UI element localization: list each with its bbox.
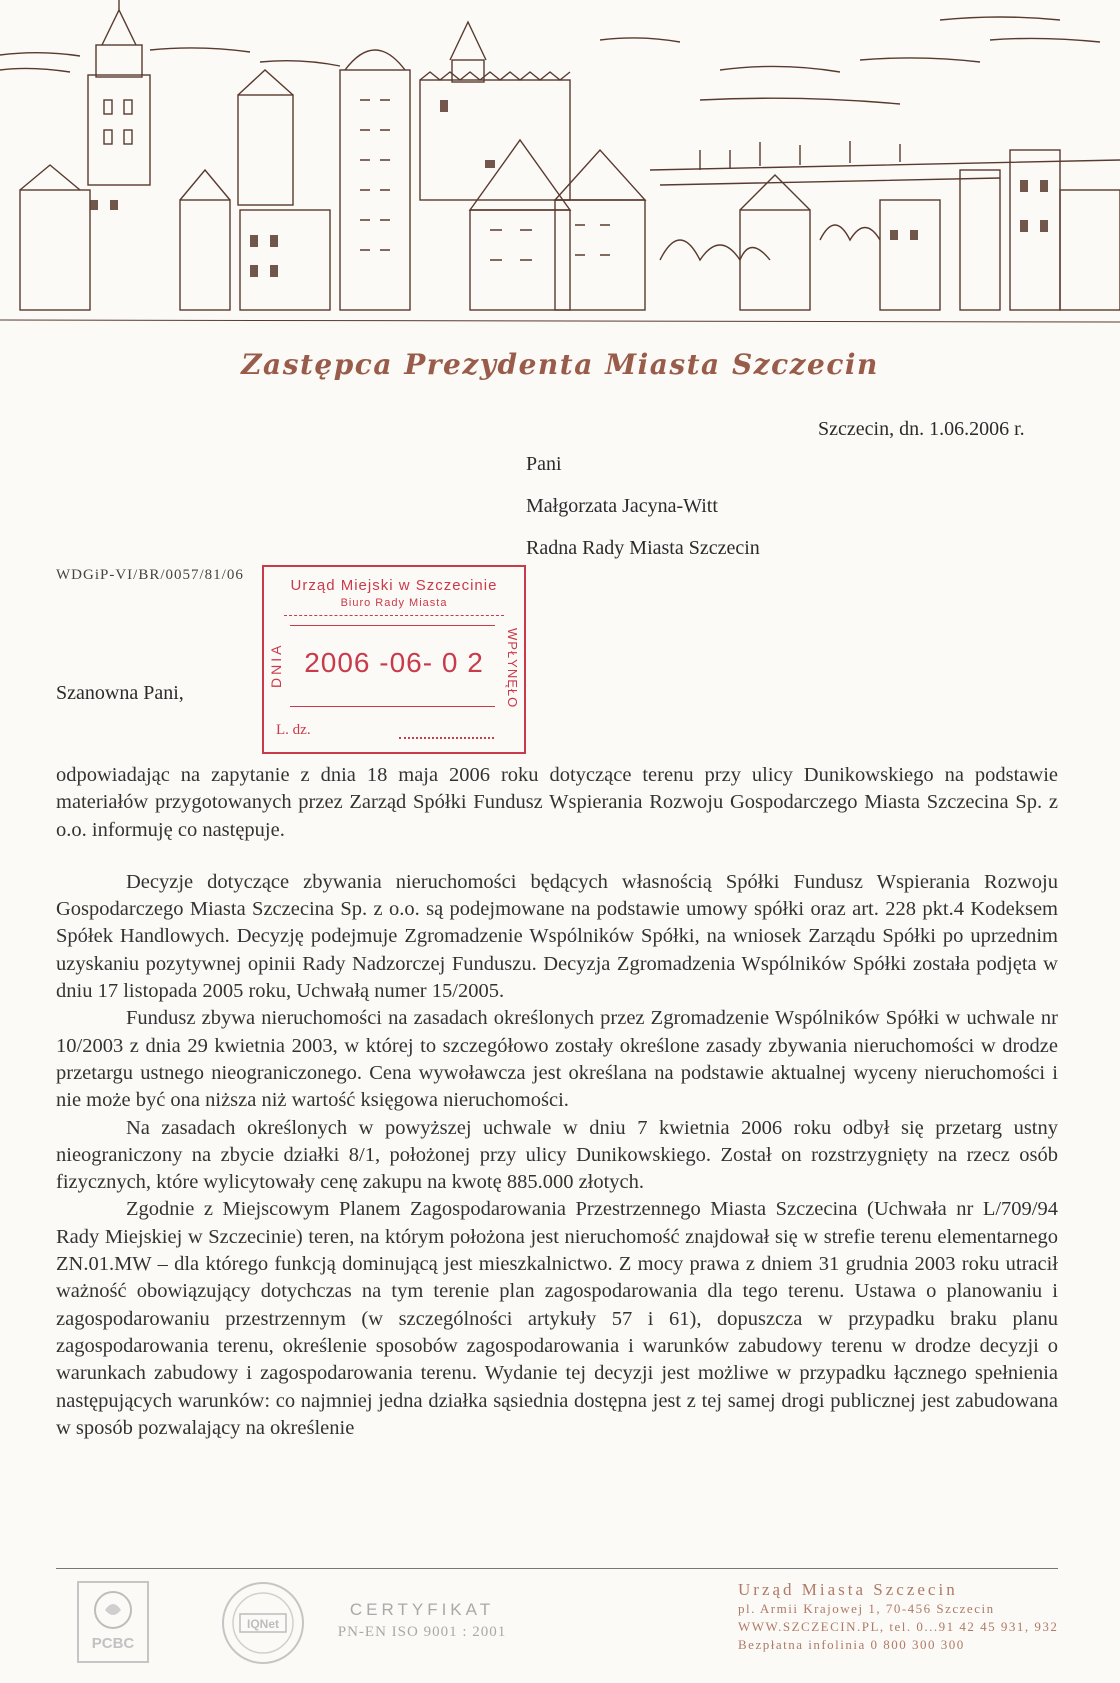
stamp-date: 2006 -06- 0 2: [304, 647, 484, 678]
stamp-ldz-line: [399, 737, 494, 739]
paragraph: Na zasadach określonych w powyższej uchwale w dniu 7 kwietnia 2006 roku odbył się przetarg ustny nieograniczony na zbycie działki 8/1, położonej przy ulicy Dunikowskiego. Został on rozstrzygnięty na rzecz osób fizycznych, które wylicytowały cenę zakupu na kwotę 885.000 złotych.: [56, 1116, 1058, 1194]
certificate-norm: PN-EN ISO 9001 : 2001: [337, 1624, 507, 1640]
paragraph: odpowiadając na zapytanie z dnia 18 maja 2006 roku dotyczące terenu przy ulicy Dunikowskiego na podstawie materiałów przygotowanych przez Zarząd Spółki Fundusz Wspierania Rozwoju Gospodarczego Miasta Szczecina Sp. z o.o. informuję co następuje.: [56, 764, 1058, 841]
office-contact: WWW.SZCZECIN.PL, tel. 0...91 42 45 931, 932: [738, 1619, 1059, 1634]
addressee-line: Radna Rady Miasta Szczecin: [526, 537, 760, 559]
addressee-line: Małgorzata Jacyna-Witt: [526, 495, 718, 517]
reference-number: WDGiP-VI/BR/0057/81/06: [56, 567, 244, 583]
addressee-line: Pani: [526, 453, 562, 475]
header-title: Zastępca Prezydenta Miasta Szczecin: [241, 348, 879, 381]
certificate-title: CERTYFIKAT: [349, 1600, 495, 1619]
office-contact-block: [738, 1580, 1098, 1654]
pcbc-logo-label: PCBC: [91, 1635, 135, 1652]
iqnet-logo-label: IQNet: [246, 1617, 280, 1631]
footer-divider: [56, 1568, 1058, 1569]
office-name: Urząd Miasta Szczecin: [738, 1580, 958, 1599]
paragraph: Decyzje dotyczące zbywania nieruchomości będących własnością Spółki Fundusz Wspierania Rozwoju Gospodarczego Miasta Szczecina Sp. z o.o. są podejmowane na podstawie umowy spółki oraz art. 228 pkt.4 Kodeksem Spółek Handlowych. Decyzję podejmuje Zgromadzenie Wspólników Spółki, na wniosek Zarządu Spółki po uprzednim uzyskaniu pozytywnej opinii Rady Nadzorczej Funduszu. Decyzja Zgromadzenia Wspólników Spółki została podjęta w dniu 17 listopada 2005 roku, Uchwałą numer 15/2005.: [56, 870, 1058, 1003]
letter-body: [56, 762, 1058, 1442]
stamp-ldz-label: L. dz.: [276, 722, 311, 738]
stamp-office-unit: Biuro Rady Miasta: [340, 597, 448, 609]
paragraph: Zgodnie z Miejscowym Planem Zagospodarowania Przestrzennego Miasta Szczecina (Uchwała nr L/709/94 Rady Miejskiej w Szczecinie) teren, na którym położona jest nieruchomość znajdował się w strefie terenu elementarnego ZN.01.MW – dla którego funkcją dominującą jest mieszkalnictwo. Z mocy prawa z dniem 31 grudnia 2003 roku utracił ważność obowiązujący dotychczas na tym terenie plan zagospodarowania dla tego terenu. Ustawa o planowaniu i zagospodarowaniu przestrzennym (w szczególności artykuły 57 i 61), dopuszcza w przypadku braku planu zagospodarowania terenu, określenie sposobów zagospodarowania i warunków zabudowy terenu w drodze decyzji o warunkach zabudowy i zagospodarowania terenu. Wydanie tej decyzji jest możliwe w przypadku łącznego spełnienia następujących warunków: co najmniej jedna działka sąsiednia dostępna jest z tej samej drogi publicznej jest zabudowana w sposób pozwalający na określenie: [56, 1198, 1058, 1439]
office-address: pl. Armii Krajowej 1, 70-456 Szczecin: [738, 1601, 995, 1616]
city-skyline-illustration: [0, 0, 1120, 345]
certificate-block: [322, 1600, 522, 1641]
iqnet-logo: [218, 1578, 308, 1668]
office-infoline: Bezpłatna infolinia 0 800 300 300: [738, 1637, 965, 1652]
stamp-divider: [284, 615, 504, 616]
received-stamp: [262, 565, 526, 754]
letter-date: Szczecin, dn. 1.06.2006 r.: [818, 418, 1025, 440]
addressee-block: [526, 443, 760, 569]
stamp-right-label: WPŁYNĘŁO: [505, 627, 520, 709]
salutation: Szanowna Pani,: [56, 682, 184, 704]
paragraph: Fundusz zbywa nieruchomości na zasadach określonych przez Zgromadzenie Wspólników Spółki w uchwale nr 10/2003 z dnia 29 kwietnia 2003, w której to szczegółowo zostały określone zasady zbywania nieruchomości w drodze przetargu ustnego nieograniczonego. Cena wywoławcza jest określana na podstawie aktualnej wyceny nieruchomości i nie może być ona niższa niż wartość księgowa nieruchomości.: [56, 1007, 1058, 1112]
stamp-left-label: DNIA: [268, 642, 284, 688]
stamp-office-name: Urząd Miejski w Szczecinie: [290, 577, 498, 594]
pcbc-logo: [72, 1578, 154, 1666]
